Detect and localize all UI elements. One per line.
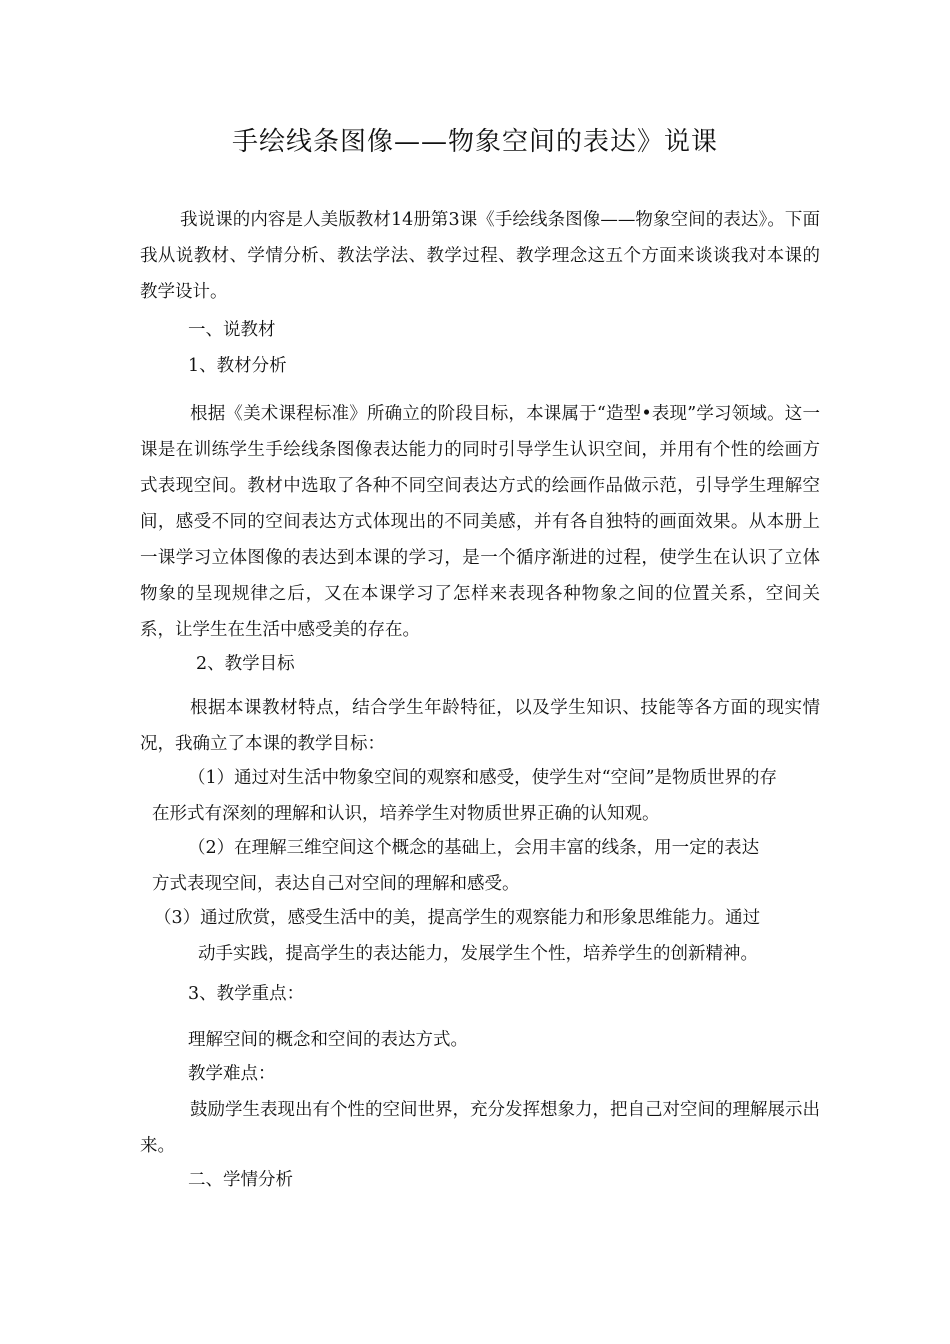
subsection-heading-analysis: 1、教材分析 (188, 356, 287, 376)
goal-3-line-2: 动手实践，提高学生的表达能力，发展学生个性，培养学生的创新精神。 (198, 944, 758, 964)
goal-3-line-1: （3）通过欣赏，感受生活中的美，提高学生的观察能力和形象思维能力。通过 (154, 908, 761, 928)
intro-paragraph: 我说课的内容是人美版教材14册第3课《手绘线条图像——物象空间的表达》。下面我从说教材、学情分析、教法学法、教学过程、教学理念这五个方面来谈谈我对本课的教学设计。 (140, 210, 820, 302)
subsection-heading-key-points: 3、教学重点： (188, 984, 305, 1004)
goal-1-line-1: （1）通过对生活中物象空间的观察和感受，使学生对“空间”是物质世界的存 (188, 768, 778, 788)
goal-2-line-1: （2）在理解三维空间这个概念的基础上，会用丰富的线条，用一定的表达 (188, 838, 760, 858)
difficulty-paragraph: 鼓励学生表现出有个性的空间世界，充分发挥想象力，把自己对空间的理解展示出来。 (140, 1100, 820, 1156)
goal-2-line-2: 方式表现空间，表达自己对空间的理解和感受。 (152, 874, 520, 894)
page-title: 手绘线条图像——物象空间的表达》说课 (231, 127, 718, 157)
section-heading-textbook: 一、说教材 (188, 320, 276, 340)
section-heading-learning-analysis: 二、学情分析 (188, 1170, 293, 1190)
subsection-heading-goals: 2、教学目标 (196, 654, 295, 674)
goals-intro-paragraph: 根据本课教材特点，结合学生年龄特征，以及学生知识、技能等各方面的现实情况，我确立了本课的教学目标： (140, 698, 820, 754)
analysis-paragraph: 根据《美术课程标准》所确立的阶段目标，本课属于“造型•表现”学习领域。这一课是在训练学生手绘线条图像表达能力的同时引导学生认识空间，并用有个性的绘画方式表现空间。教材中选取了各种不同空间表达方式的绘画作品做示范，引导学生理解空间，感受不同的空间表达方式体现出的不同美感，并有各自独特的画面效果。从本册上一课学习立体图像的表达到本课的学习，是一个循序渐进的过程，使学生在认识了立体物象的呈现规律之后，又在本课学习了怎样来表现各种物象之间的位置关系，空间关系，让学生在生活中感受美的存在。 (140, 404, 820, 640)
difficulty-heading: 教学难点： (188, 1064, 276, 1084)
key-point-text: 理解空间的概念和空间的表达方式。 (188, 1030, 468, 1050)
goal-1-line-2: 在形式有深刻的理解和认识，培养学生对物质世界正确的认知观。 (152, 804, 660, 824)
